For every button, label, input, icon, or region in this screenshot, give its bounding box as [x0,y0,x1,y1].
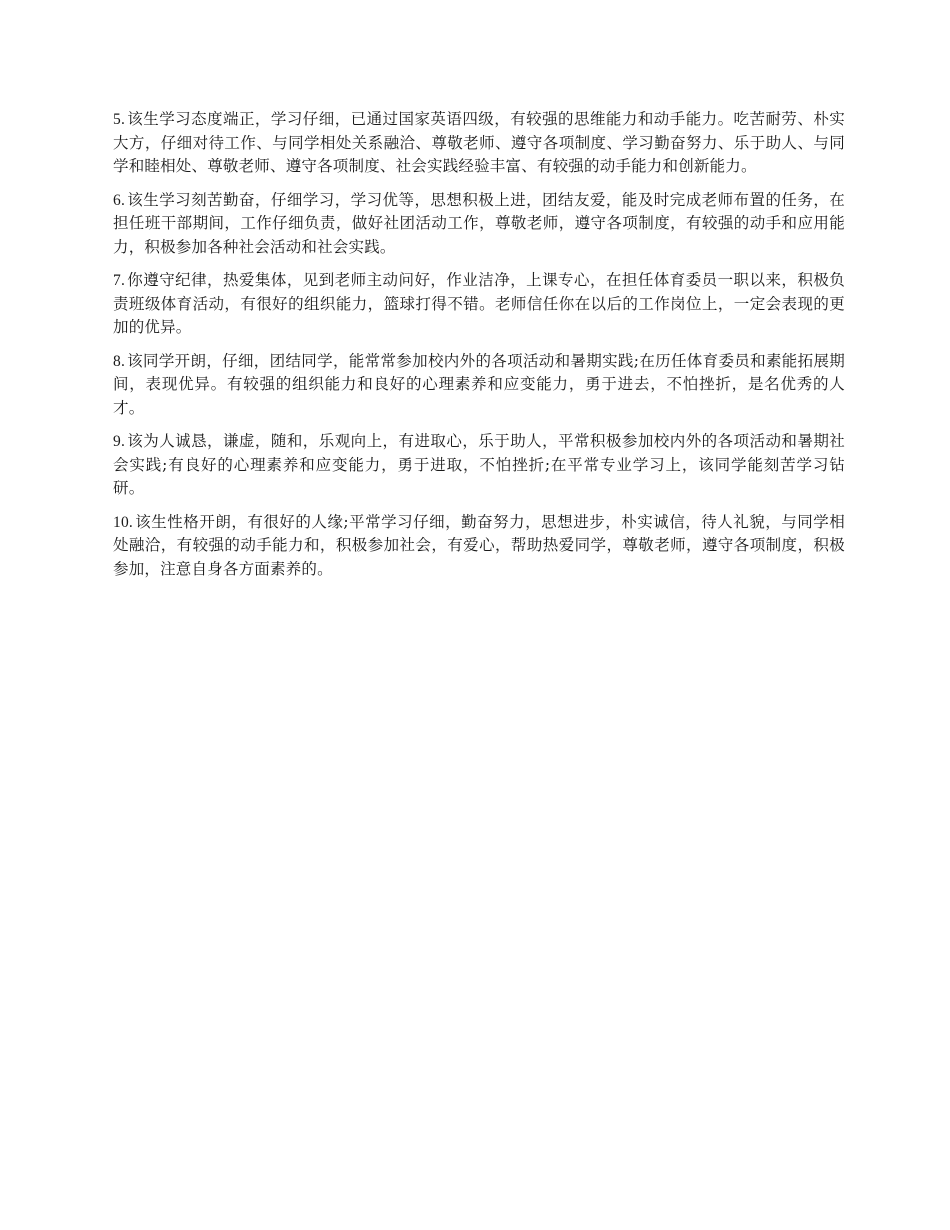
paragraph-text: 该生学习态度端正，学习仔细，已通过国家英语四级，有较强的思维能力和动手能力。吃苦耐劳、朴实大方，仔细对待工作、与同学相处关系融洽、尊敬老师、遵守各项制度、学习勤奋努力、乐于助人、与同学和睦相处、尊敬老师、遵守各项制度、社会实践经验丰富、有较强的动手能力和创新能力。 [113,110,845,175]
paragraph-number: 8. [113,352,126,370]
paragraph-number: 5. [113,111,126,128]
paragraph-number: 7. [113,272,126,289]
paragraph-text: 该生学习刻苦勤奋，仔细学习，学习优等，思想积极上进，团结友爱，能及时完成老师布置的任务，在担任班干部期间，工作仔细负责，做好社团活动工作，尊敬老师，遵守各项制度，有较强的动手和应用能力，积极参加各种社会活动和社会实践。 [113,190,845,256]
paragraph-number: 10. [113,513,133,531]
paragraph-number: 6. [113,191,126,209]
paragraph-5 [113,108,845,179]
paragraph-text: 该为人诚恳，谦虚，随和，乐观向上，有进取心，乐于助人，平常积极参加校内外的各项活动和暑期社会实践;有良好的心理素养和应变能力，勇于进取，不怕挫折;在平常专业学习上，该同学能刻苦学习钻研。 [113,432,845,497]
paragraph-text: 该同学开朗，仔细，团结同学，能常常参加校内外的各项活动和暑期实践;在历任体育委员和素能拓展期间，表现优异。有较强的组织能力和良好的心理素养和应变能力，勇于进去，不怕挫折，是名优秀的人才。 [113,351,845,417]
paragraph-10 [113,511,845,582]
paragraph-number: 9. [113,433,126,450]
paragraph-8 [113,350,845,421]
paragraph-9 [113,430,845,501]
document-body [113,108,845,591]
paragraph-text: 该生性格开朗，有很好的人缘;平常学习仔细，勤奋努力，思想进步，朴实诚信，待人礼貌，与同学相处融洽，有较强的动手能力和，积极参加社会，有爱心，帮助热爱同学，尊敬老师，遵守各项制度，积极参加，注意自身各方面素养的。 [113,512,845,578]
paragraph-7 [113,269,845,340]
paragraph-6 [113,189,845,260]
paragraph-text: 你遵守纪律，热爱集体，见到老师主动问好，作业洁净，上课专心，在担任体育委员一职以来，积极负责班级体育活动，有很好的组织能力，篮球打得不错。老师信任你在以后的工作岗位上，一定会表现的更加的优异。 [113,271,845,336]
